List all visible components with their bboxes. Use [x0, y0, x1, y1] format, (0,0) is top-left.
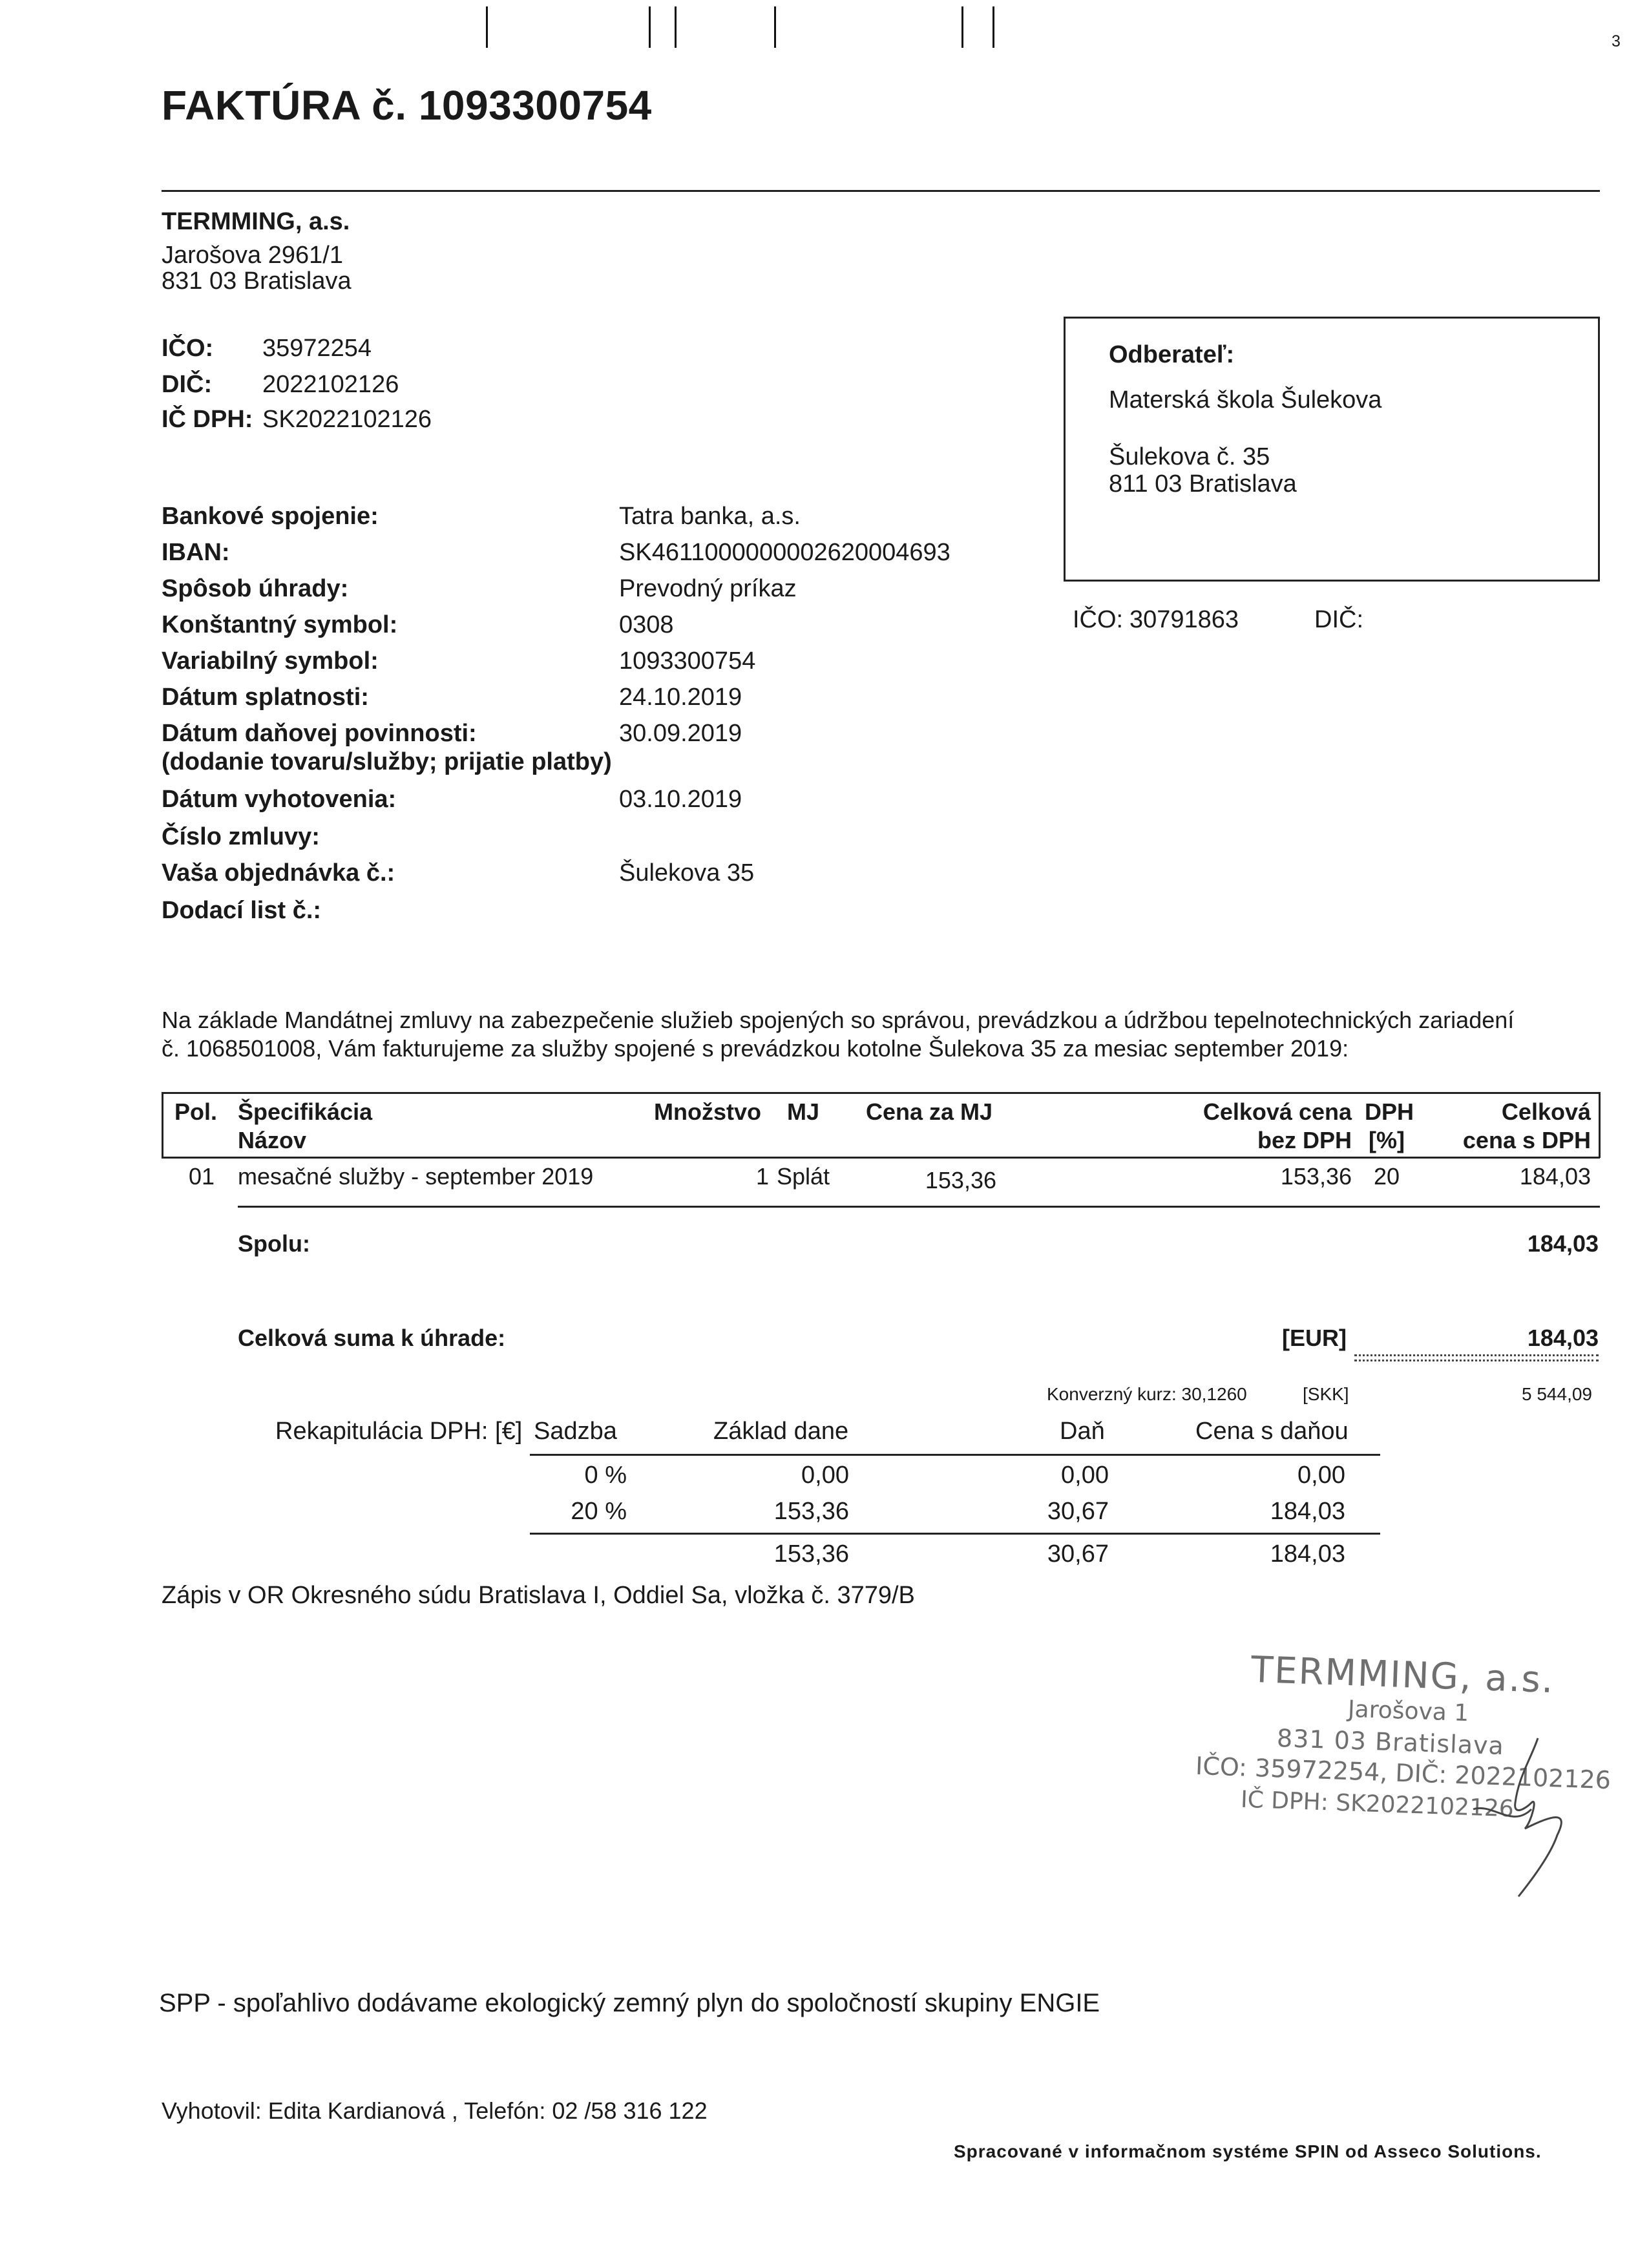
stamp-city: 831 03 Bratislava [1276, 1723, 1505, 1761]
detail-label: Číslo zmluvy: [162, 823, 320, 850]
vat-row-sadzba: 0 % [584, 1462, 627, 1489]
detail-value: 0308 [619, 611, 674, 638]
supplier-dic-label: DIČ: [162, 371, 213, 398]
vat-row-dan: 0,00 [1061, 1462, 1109, 1489]
spolu-label: Spolu: [238, 1230, 310, 1257]
col-dph: DPH [1365, 1098, 1414, 1125]
detail-label: Dátum splatnosti: [162, 684, 369, 711]
col-spec: Špecifikácia [238, 1098, 373, 1125]
table-right-border [1599, 1092, 1601, 1158]
row-dph: 20 [1374, 1163, 1400, 1190]
stamp-ids: IČO: 35972254, DIČ: 2022102126 [1195, 1751, 1612, 1795]
vat-col-zaklad: Základ dane [713, 1418, 849, 1445]
skk-label: [SKK] [1303, 1384, 1349, 1404]
detail-label: Vaša objednávka č.: [162, 859, 395, 887]
row-bez-dph: 153,36 [1280, 1163, 1352, 1190]
col-mnozstvo: Množstvo [654, 1098, 761, 1125]
vat-header-border [530, 1454, 1380, 1456]
vat-row-cena: 184,03 [1270, 1498, 1345, 1525]
vat-total-cena: 184,03 [1270, 1540, 1345, 1568]
detail-value: 1093300754 [619, 647, 756, 675]
stamp-street: Jarošova 1 [1347, 1696, 1469, 1727]
customer-ico: 30791863 [1129, 606, 1239, 633]
col-celkova-s: Celková [1501, 1098, 1591, 1125]
detail-value: 03.10.2019 [619, 786, 742, 813]
supplier-ico-label: IČO: [162, 335, 214, 362]
col-cena-mj: Cena za MJ [866, 1098, 993, 1125]
conversion-rate: Konverzný kurz: 30,1260 [1047, 1384, 1247, 1404]
signature-icon [1454, 1732, 1583, 1900]
total-dots-2 [1354, 1360, 1599, 1361]
table-header-border [162, 1157, 1600, 1159]
intro-line-1: Na základe Mandátnej zmluvy na zabezpečenie služieb spojených so správou, prevádzkou a údržbou tepelnotechnických zariadení [162, 1007, 1515, 1033]
detail-label: Dátum vyhotovenia: [162, 786, 397, 813]
total-dots-1 [1354, 1354, 1599, 1356]
col-mj: MJ [787, 1098, 820, 1125]
detail-value: SK4611000000002620004693 [619, 539, 951, 566]
col-celkova: Celková cena [1203, 1098, 1352, 1125]
vat-total-dan: 30,67 [1047, 1540, 1109, 1568]
customer-dic-label: DIČ: [1314, 606, 1363, 633]
detail-value: Tatra banka, a.s. [619, 503, 801, 530]
supplier-city: 831 03 Bratislava [162, 268, 352, 295]
vat-total-border [530, 1533, 1380, 1535]
detail-value: Šulekova 35 [619, 859, 755, 887]
table-bottom-border [238, 1206, 1600, 1208]
title-divider [162, 190, 1600, 192]
customer-street: Šulekova č. 35 [1109, 443, 1270, 470]
page-number: 3 [1612, 32, 1621, 50]
detail-value: 30.09.2019 [619, 720, 742, 747]
detail-label: Dodací list č.: [162, 897, 322, 924]
supplier-ico: 35972254 [262, 335, 372, 362]
total-due-value: 184,03 [1527, 1325, 1599, 1351]
detail-label: Konštantný symbol: [162, 611, 398, 638]
invoice-title: FAKTÚRA č. 1093300754 [162, 82, 652, 129]
row-pol: 01 [189, 1163, 215, 1190]
vat-col-dan: Daň [1060, 1418, 1105, 1445]
col-celkova-s-dph: cena s DPH [1462, 1127, 1591, 1153]
detail-label: IBAN: [162, 539, 230, 566]
detail-label: Bankové spojenie: [162, 503, 379, 530]
row-cena-mj: 153,36 [925, 1167, 996, 1193]
col-celkova-bez: bez DPH [1257, 1127, 1352, 1153]
supplier-street: Jarošova 2961/1 [162, 242, 343, 269]
currency-label: [EUR] [1282, 1325, 1347, 1351]
vat-row-cena: 0,00 [1297, 1462, 1345, 1489]
detail-value: 24.10.2019 [619, 684, 742, 711]
vat-recap-label: Rekapitulácia DPH: [€] [275, 1418, 523, 1445]
registration-note: Zápis v OR Okresného súdu Bratislava I, Oddiel Sa, vložka č. 3779/B [162, 1582, 915, 1609]
vat-row-zaklad: 153,36 [773, 1498, 849, 1525]
vat-row-sadzba: 20 % [571, 1498, 627, 1525]
customer-ico-label: IČO: [1073, 606, 1124, 633]
col-pol: Pol. [174, 1098, 218, 1125]
skk-value: 5 544,09 [1522, 1384, 1592, 1404]
table-top-border [162, 1092, 1600, 1094]
detail-note: (dodanie tovaru/služby; prijatie platby) [162, 748, 612, 775]
vat-row-dan: 30,67 [1047, 1498, 1109, 1525]
supplier-icdph-label: IČ DPH: [162, 406, 253, 433]
vat-col-cena: Cena s daňou [1195, 1418, 1349, 1445]
spolu-value: 184,03 [1527, 1230, 1599, 1257]
table-left-border [162, 1092, 163, 1158]
issued-by: Vyhotovil: Edita Kardianová , Telefón: 02 /58 316 122 [162, 2097, 708, 2124]
detail-value: Prevodný príkaz [619, 575, 797, 602]
customer-name: Materská škola Šulekova [1109, 386, 1382, 414]
detail-label: Dátum daňovej povinnosti: [162, 720, 477, 747]
vat-total-zaklad: 153,36 [773, 1540, 849, 1568]
detail-label: Variabilný symbol: [162, 647, 379, 675]
col-nazov: Názov [238, 1127, 307, 1153]
stamp-name: TERMMING, a.s. [1250, 1648, 1555, 1702]
slogan: SPP - spoľahlivo dodávame ekologický zemný plyn do spoločností skupiny ENGIE [159, 1989, 1100, 2017]
intro-line-2: č. 1068501008, Vám fakturujeme za služby spojené s prevádzkou kotolne Šulekova 35 za mesiac september 2019: [162, 1035, 1349, 1062]
customer-city: 811 03 Bratislava [1109, 470, 1297, 498]
row-mnozstvo: 1 [755, 1163, 769, 1190]
vat-col-sadzba: Sadzba [534, 1418, 617, 1445]
row-s-dph: 184,03 [1519, 1163, 1591, 1190]
row-mj: Splát [777, 1163, 830, 1190]
system-note: Spracované v informačnom systéme SPIN od Asseco Solutions. [954, 2141, 1542, 2161]
supplier-name: TERMMING, a.s. [162, 208, 350, 235]
customer-header: Odberateľ: [1109, 341, 1235, 368]
stamp-icdph: IČ DPH: SK2022102126 [1240, 1786, 1515, 1823]
total-due-label: Celková suma k úhrade: [238, 1325, 506, 1351]
vat-row-zaklad: 0,00 [801, 1462, 849, 1489]
row-nazov: mesačné služby - september 2019 [238, 1163, 594, 1190]
detail-label: Spôsob úhrady: [162, 575, 349, 602]
supplier-icdph: SK2022102126 [262, 406, 432, 433]
col-dph-pct: [%] [1369, 1127, 1405, 1153]
supplier-dic: 2022102126 [262, 371, 399, 398]
